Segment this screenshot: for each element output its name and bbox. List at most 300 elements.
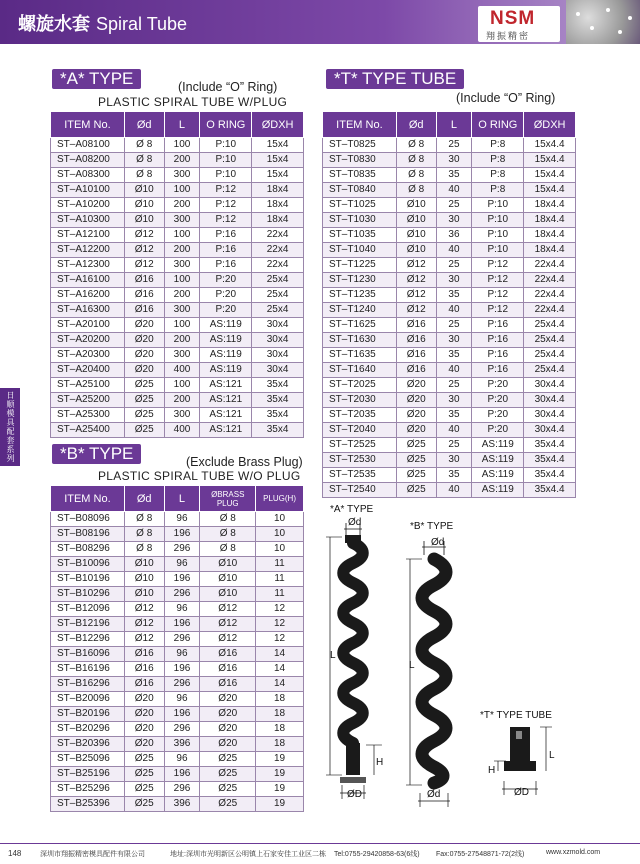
table-row xyxy=(323,288,576,303)
table-cell: 30 xyxy=(436,453,472,468)
table-cell: P:16 xyxy=(200,228,252,243)
table-cell: 30 xyxy=(436,333,472,348)
table-cell: AS:121 xyxy=(200,378,252,393)
b-type-note: (Exclude Brass Plug) xyxy=(186,455,303,469)
table-cell: 30x4.4 xyxy=(524,393,576,408)
column-header: ØBRASS PLUG xyxy=(200,486,256,512)
table-cell: Ø25 xyxy=(200,752,256,767)
table-cell: Ø25 xyxy=(124,767,164,782)
table-cell: Ø20 xyxy=(124,722,164,737)
table-cell: 96 xyxy=(164,752,200,767)
table-row xyxy=(323,333,576,348)
table-cell: 36 xyxy=(436,228,472,243)
table-row xyxy=(51,393,304,408)
diagram-t-label: *T* TYPE TUBE xyxy=(480,710,552,721)
table-cell: Ø25 xyxy=(124,408,164,423)
item-number: ST–T1640 xyxy=(323,363,397,378)
table-cell: 15x4 xyxy=(252,168,304,183)
table-row xyxy=(51,273,304,288)
item-number: ST–A12100 xyxy=(51,228,125,243)
table-cell: Ø25 xyxy=(200,782,256,797)
table-cell: 35x4.4 xyxy=(524,453,576,468)
table-cell: 22x4 xyxy=(252,258,304,273)
column-header: L xyxy=(436,112,472,138)
table-cell: P:10 xyxy=(472,228,524,243)
table-cell: Ø 8 xyxy=(396,153,436,168)
table-cell: 35 xyxy=(436,468,472,483)
t-type-table xyxy=(322,111,576,498)
table-cell: 30 xyxy=(436,213,472,228)
page-number: 148 xyxy=(8,849,22,858)
table-cell: 296 xyxy=(164,722,200,737)
table-cell: 200 xyxy=(164,393,200,408)
table-cell: Ø16 xyxy=(200,677,256,692)
table-cell: 196 xyxy=(164,572,200,587)
table-cell: Ø16 xyxy=(200,647,256,662)
t-type-title: *T* TYPE TUBE xyxy=(326,69,464,89)
table-row xyxy=(323,198,576,213)
page-title xyxy=(18,10,187,36)
table-row xyxy=(323,408,576,423)
table-cell: 200 xyxy=(164,333,200,348)
table-cell: Ø16 xyxy=(124,288,164,303)
table-row xyxy=(323,348,576,363)
table-cell: 100 xyxy=(164,228,200,243)
footer-address: 地址:深圳市光明新区公明镇上石家安佳工业区二栋 xyxy=(170,851,326,858)
table-cell: Ø 8 xyxy=(124,527,164,542)
table-cell: Ø12 xyxy=(396,273,436,288)
table-cell: Ø20 xyxy=(200,722,256,737)
table-row xyxy=(51,288,304,303)
table-cell: Ø12 xyxy=(396,303,436,318)
table-cell: 14 xyxy=(256,677,304,692)
table-cell: 12 xyxy=(256,632,304,647)
table-cell: P:12 xyxy=(200,198,252,213)
table-cell: 200 xyxy=(164,198,200,213)
item-number: ST–A16100 xyxy=(51,273,125,288)
item-number: ST–B16096 xyxy=(51,647,125,662)
column-header: L xyxy=(164,486,200,512)
table-cell: 12 xyxy=(256,617,304,632)
table-cell: P:10 xyxy=(472,243,524,258)
table-cell: 25x4.4 xyxy=(524,348,576,363)
table-cell: P:8 xyxy=(472,168,524,183)
table-row xyxy=(51,213,304,228)
footer-web: www.xzmold.com xyxy=(546,849,601,856)
table-cell: AS:119 xyxy=(472,453,524,468)
item-number: ST–B12096 xyxy=(51,602,125,617)
table-cell: 19 xyxy=(256,782,304,797)
table-cell: 12 xyxy=(256,602,304,617)
item-number: ST–A12300 xyxy=(51,258,125,273)
table-cell: 300 xyxy=(164,348,200,363)
table-row xyxy=(51,767,304,782)
table-cell: AS:119 xyxy=(472,483,524,498)
table-row xyxy=(51,408,304,423)
table-cell: Ø 8 xyxy=(200,527,256,542)
table-cell: P:16 xyxy=(472,318,524,333)
item-number: ST–T2530 xyxy=(323,453,397,468)
item-number: ST–T1625 xyxy=(323,318,397,333)
table-cell: 25x4 xyxy=(252,303,304,318)
table-cell: 30 xyxy=(436,273,472,288)
table-row xyxy=(51,378,304,393)
item-number: ST–B12296 xyxy=(51,632,125,647)
table-cell: 15x4.4 xyxy=(524,168,576,183)
table-cell: 25x4.4 xyxy=(524,333,576,348)
item-number: ST–T1630 xyxy=(323,333,397,348)
table-row xyxy=(323,168,576,183)
table-row xyxy=(323,363,576,378)
table-cell: 35 xyxy=(436,168,472,183)
item-number: ST–B25196 xyxy=(51,767,125,782)
table-cell: Ø12 xyxy=(200,602,256,617)
table-cell: Ø12 xyxy=(200,632,256,647)
item-number: ST–T0830 xyxy=(323,153,397,168)
table-cell: P:10 xyxy=(472,198,524,213)
table-cell: 19 xyxy=(256,797,304,812)
table-cell: 40 xyxy=(436,363,472,378)
table-cell: 400 xyxy=(164,423,200,438)
table-cell: 196 xyxy=(164,527,200,542)
table-cell: Ø12 xyxy=(124,258,164,273)
table-cell: 22x4 xyxy=(252,243,304,258)
table-cell: P:16 xyxy=(472,363,524,378)
table-cell: 30 xyxy=(436,153,472,168)
table-cell: Ø25 xyxy=(200,767,256,782)
table-cell: P:12 xyxy=(200,213,252,228)
table-row xyxy=(51,677,304,692)
table-cell: 30x4.4 xyxy=(524,378,576,393)
item-number: ST–B12196 xyxy=(51,617,125,632)
item-number: ST–T2535 xyxy=(323,468,397,483)
table-cell: Ø25 xyxy=(124,393,164,408)
table-cell: 25 xyxy=(436,198,472,213)
table-cell: 35x4.4 xyxy=(524,468,576,483)
item-number: ST–T1040 xyxy=(323,243,397,258)
table-cell: Ø16 xyxy=(124,662,164,677)
table-cell: 30x4 xyxy=(252,333,304,348)
table-cell: P:12 xyxy=(472,303,524,318)
item-number: ST–T1240 xyxy=(323,303,397,318)
table-cell: Ø20 xyxy=(124,348,164,363)
table-cell: P:10 xyxy=(200,168,252,183)
table-cell: 200 xyxy=(164,153,200,168)
item-number: ST–T1035 xyxy=(323,228,397,243)
table-cell: 25 xyxy=(436,138,472,153)
table-cell: 35x4.4 xyxy=(524,483,576,498)
table-cell: 300 xyxy=(164,168,200,183)
footer-company: 深圳市翔振精密模具配件有限公司 xyxy=(40,851,145,858)
table-row xyxy=(51,168,304,183)
item-number: ST–T2040 xyxy=(323,423,397,438)
table-cell: Ø10 xyxy=(124,183,164,198)
table-row xyxy=(51,797,304,812)
table-cell: 100 xyxy=(164,378,200,393)
table-row xyxy=(51,692,304,707)
table-cell: P:16 xyxy=(200,243,252,258)
table-cell: Ø 8 xyxy=(124,168,164,183)
footer-fax: Fax:0755-27548871-72(2线) xyxy=(436,851,525,858)
table-cell: 40 xyxy=(436,183,472,198)
table-cell: P:8 xyxy=(472,183,524,198)
item-number: ST–A20100 xyxy=(51,318,125,333)
a-dim-l: L xyxy=(330,650,336,661)
table-cell: P:20 xyxy=(200,303,252,318)
item-number: ST–A16200 xyxy=(51,288,125,303)
table-cell: 296 xyxy=(164,782,200,797)
table-cell: Ø10 xyxy=(396,228,436,243)
table-cell: Ø25 xyxy=(124,752,164,767)
table-cell: P:20 xyxy=(472,393,524,408)
item-number: ST–T2540 xyxy=(323,483,397,498)
t-dim-h: H xyxy=(488,765,496,776)
table-cell: Ø12 xyxy=(124,228,164,243)
table-cell: 96 xyxy=(164,602,200,617)
table-cell: Ø25 xyxy=(396,453,436,468)
table-row xyxy=(51,752,304,767)
table-cell: 296 xyxy=(164,632,200,647)
column-header: PLUG(H) xyxy=(256,486,304,512)
column-header: O RING xyxy=(472,112,524,138)
table-cell: P:8 xyxy=(472,153,524,168)
item-number: ST–B25296 xyxy=(51,782,125,797)
b-type-subtitle: PLASTIC SPIRAL TUBE W/O PLUG xyxy=(98,469,301,483)
table-cell: P:16 xyxy=(472,348,524,363)
item-number: ST–B10196 xyxy=(51,572,125,587)
table-cell: Ø25 xyxy=(124,423,164,438)
table-cell: P:16 xyxy=(200,258,252,273)
item-number: ST–B20196 xyxy=(51,707,125,722)
table-cell: 19 xyxy=(256,767,304,782)
item-number: ST–T1225 xyxy=(323,258,397,273)
table-cell: Ø25 xyxy=(200,797,256,812)
table-row xyxy=(323,318,576,333)
b-type-title: *B* TYPE xyxy=(52,444,141,464)
table-cell: AS:119 xyxy=(200,333,252,348)
table-cell: 18x4 xyxy=(252,183,304,198)
t-type-note: (Include “O” Ring) xyxy=(456,91,556,105)
table-row xyxy=(323,378,576,393)
table-cell: Ø16 xyxy=(396,348,436,363)
table-cell: AS:119 xyxy=(472,468,524,483)
table-cell: 200 xyxy=(164,243,200,258)
item-number: ST–A08300 xyxy=(51,168,125,183)
table-cell: 300 xyxy=(164,258,200,273)
table-row xyxy=(51,782,304,797)
item-number: ST–B10096 xyxy=(51,557,125,572)
item-number: ST–A25400 xyxy=(51,423,125,438)
table-cell: Ø20 xyxy=(124,737,164,752)
t-type-drawing xyxy=(494,727,552,795)
a-type-drawing xyxy=(326,523,382,799)
table-row xyxy=(323,468,576,483)
table-cell: 100 xyxy=(164,138,200,153)
table-cell: 400 xyxy=(164,363,200,378)
item-number: ST–B08196 xyxy=(51,527,125,542)
table-row xyxy=(323,483,576,498)
table-cell: Ø 8 xyxy=(396,138,436,153)
table-cell: Ø16 xyxy=(396,318,436,333)
table-cell: 96 xyxy=(164,692,200,707)
a-type-subtitle: PLASTIC SPIRAL TUBE W/PLUG xyxy=(98,95,288,109)
table-cell: 30x4 xyxy=(252,363,304,378)
table-cell: 25 xyxy=(436,378,472,393)
table-cell: 18x4 xyxy=(252,213,304,228)
spiral-tube-diagram xyxy=(320,515,580,820)
table-row xyxy=(51,333,304,348)
table-cell: 15x4 xyxy=(252,138,304,153)
table-cell: Ø10 xyxy=(124,198,164,213)
table-row xyxy=(323,183,576,198)
item-number: ST–T1635 xyxy=(323,348,397,363)
table-cell: 200 xyxy=(164,288,200,303)
table-cell: 22x4 xyxy=(252,228,304,243)
table-cell: Ø10 xyxy=(124,587,164,602)
table-row xyxy=(51,303,304,318)
table-cell: 25 xyxy=(436,258,472,273)
table-cell: Ø10 xyxy=(200,572,256,587)
item-number: ST–B08096 xyxy=(51,512,125,527)
table-cell: 96 xyxy=(164,512,200,527)
table-cell: 35 xyxy=(436,408,472,423)
table-cell: 18 xyxy=(256,722,304,737)
product-photo xyxy=(566,0,640,44)
table-row xyxy=(51,572,304,587)
table-row xyxy=(51,737,304,752)
item-number: ST–A10100 xyxy=(51,183,125,198)
table-cell: P:10 xyxy=(200,153,252,168)
table-cell: 35x4 xyxy=(252,408,304,423)
table-cell: 18x4.4 xyxy=(524,198,576,213)
item-number: ST–B20296 xyxy=(51,722,125,737)
table-row xyxy=(323,273,576,288)
table-cell: Ø25 xyxy=(124,378,164,393)
table-cell: P:12 xyxy=(200,183,252,198)
table-cell: 396 xyxy=(164,737,200,752)
table-row xyxy=(51,423,304,438)
t-dim-l: L xyxy=(549,750,555,761)
table-row xyxy=(51,198,304,213)
b-dim-bigd: Ød xyxy=(427,789,441,800)
table-row xyxy=(51,363,304,378)
item-number: ST–B25096 xyxy=(51,752,125,767)
table-cell: Ø20 xyxy=(124,692,164,707)
title-en: Spiral Tube xyxy=(96,14,188,34)
item-number: ST–B08296 xyxy=(51,542,125,557)
item-number: ST–T2035 xyxy=(323,408,397,423)
table-row xyxy=(51,138,304,153)
table-cell: Ø25 xyxy=(396,438,436,453)
table-cell: Ø 8 xyxy=(200,512,256,527)
table-cell: 22x4.4 xyxy=(524,288,576,303)
footer-tel: Tel:0755-29420858-63(6线) xyxy=(334,851,420,858)
table-cell: 40 xyxy=(436,423,472,438)
table-cell: 100 xyxy=(164,183,200,198)
table-cell: Ø12 xyxy=(396,258,436,273)
table-cell: Ø20 xyxy=(396,423,436,438)
table-row xyxy=(323,453,576,468)
table-cell: 100 xyxy=(164,318,200,333)
table-cell: Ø 8 xyxy=(124,153,164,168)
table-cell: P:12 xyxy=(472,273,524,288)
column-header: ITEM No. xyxy=(323,112,397,138)
table-cell: Ø16 xyxy=(124,647,164,662)
item-number: ST–T2030 xyxy=(323,393,397,408)
table-cell: 18 xyxy=(256,692,304,707)
table-cell: Ø20 xyxy=(396,408,436,423)
item-number: ST–A25300 xyxy=(51,408,125,423)
table-cell: Ø20 xyxy=(124,333,164,348)
table-cell: 25x4.4 xyxy=(524,363,576,378)
table-cell: 25 xyxy=(436,318,472,333)
table-row xyxy=(323,243,576,258)
table-cell: 30x4 xyxy=(252,318,304,333)
table-cell: 100 xyxy=(164,273,200,288)
item-number: ST–T1235 xyxy=(323,288,397,303)
table-cell: 18x4.4 xyxy=(524,228,576,243)
table-cell: 10 xyxy=(256,542,304,557)
table-cell: P:20 xyxy=(472,408,524,423)
table-row xyxy=(323,153,576,168)
table-cell: AS:119 xyxy=(200,348,252,363)
table-cell: P:20 xyxy=(200,288,252,303)
table-cell: 35x4 xyxy=(252,423,304,438)
column-header: Ød xyxy=(124,112,164,138)
table-cell: 18x4.4 xyxy=(524,213,576,228)
table-cell: Ø 8 xyxy=(124,138,164,153)
table-cell: P:20 xyxy=(200,273,252,288)
table-cell: Ø 8 xyxy=(396,183,436,198)
table-cell: Ø10 xyxy=(124,557,164,572)
table-cell: Ø10 xyxy=(200,587,256,602)
table-cell: Ø16 xyxy=(124,677,164,692)
table-cell: Ø10 xyxy=(396,243,436,258)
title-cn: 螺旋水套 xyxy=(18,14,90,34)
a-type-table xyxy=(50,111,304,438)
table-cell: 19 xyxy=(256,752,304,767)
table-cell: Ø20 xyxy=(124,318,164,333)
table-row xyxy=(323,393,576,408)
table-cell: 35 xyxy=(436,288,472,303)
table-cell: 35 xyxy=(436,348,472,363)
table-cell: 14 xyxy=(256,647,304,662)
column-header: Ød xyxy=(124,486,164,512)
column-header: Ød xyxy=(396,112,436,138)
item-number: ST–A20200 xyxy=(51,333,125,348)
t-dim-bigd: ØD xyxy=(514,787,529,798)
table-cell: Ø16 xyxy=(200,662,256,677)
table-cell: 10 xyxy=(256,527,304,542)
table-cell: 196 xyxy=(164,707,200,722)
table-cell: 300 xyxy=(164,303,200,318)
table-cell: Ø20 xyxy=(396,393,436,408)
column-header: O RING xyxy=(200,112,252,138)
table-row xyxy=(51,512,304,527)
table-cell: AS:121 xyxy=(200,423,252,438)
b-type-table xyxy=(50,485,304,812)
table-cell: Ø 8 xyxy=(396,168,436,183)
item-number: ST–B10296 xyxy=(51,587,125,602)
table-cell: Ø12 xyxy=(124,617,164,632)
table-cell: AS:121 xyxy=(200,393,252,408)
table-cell: Ø20 xyxy=(200,707,256,722)
table-row xyxy=(51,153,304,168)
table-cell: 25x4 xyxy=(252,288,304,303)
table-cell: Ø25 xyxy=(396,468,436,483)
table-cell: P:20 xyxy=(472,423,524,438)
item-number: ST–A10300 xyxy=(51,213,125,228)
